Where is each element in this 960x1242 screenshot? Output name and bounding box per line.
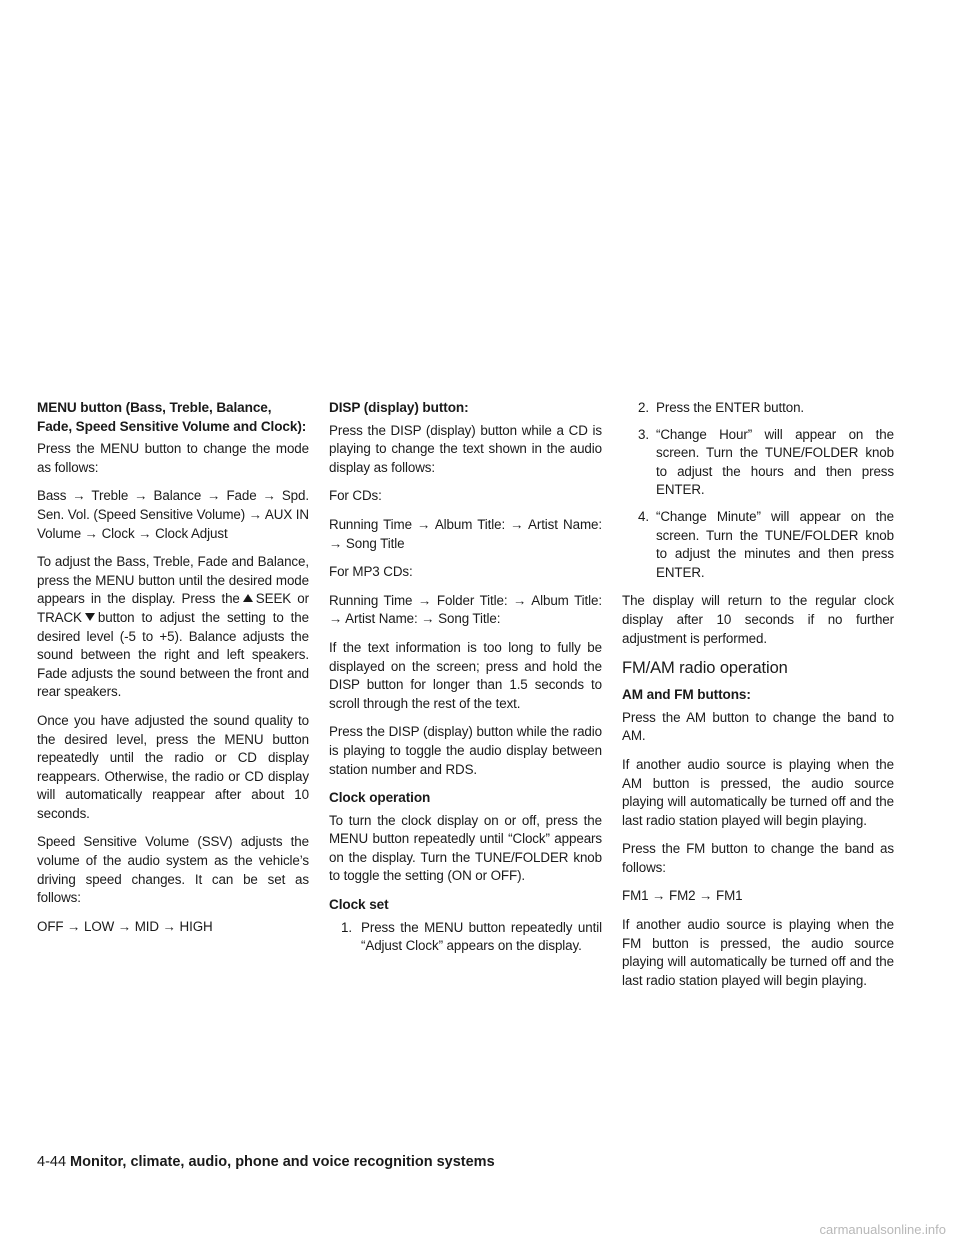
heading-menu-button: MENU button (Bass, Treble, Balance, Fade, Speed Sensitive Volume and Clock): bbox=[37, 400, 307, 434]
heading-clock-operation: Clock operation bbox=[329, 790, 431, 806]
paragraph: Running Time → Folder Title: → Album Title: → Artist Name: → Song Title: bbox=[329, 592, 602, 627]
paragraph-ssv-sequence: OFF → LOW → MID → HIGH bbox=[37, 918, 213, 934]
list-item: 3. “Change Hour” will appear on the screen. Turn the TUNE/FOLDER knob to adjust the hours and then press ENTER. bbox=[638, 426, 894, 498]
list-item: 4. “Change Minute” will appear on the screen. Turn the TUNE/FOLDER knob to adjust the minutes and then press ENTER. bbox=[638, 508, 894, 580]
paragraph: Running Time → Album Title: → Artist Name: → Song Title bbox=[329, 516, 602, 551]
paragraph: If another audio source is playing when the AM button is pressed, the audio source playing will automatically be turned off and the last radio station played will begin playing. bbox=[622, 756, 894, 828]
column-1 bbox=[37, 399, 309, 946]
paragraph-mode-sequence: Bass → Treble → Balance → Fade → Spd. Sen. Vol. (Speed Sensitive Volume) → AUX IN Volume → Clock → Clock Adjust bbox=[37, 488, 309, 541]
page-number: 4-44 bbox=[37, 1154, 67, 1170]
column-3 bbox=[622, 399, 894, 1000]
paragraph: Press the DISP (display) button while the radio is playing to toggle the audio display between station number and RDS. bbox=[329, 724, 602, 777]
paragraph: Press the AM button to change the band to AM. bbox=[622, 709, 894, 744]
paragraph-band-sequence: FM1 → FM2 → FM1 bbox=[622, 888, 743, 904]
paragraph: Speed Sensitive Volume (SSV) adjusts the volume of the audio system as the vehicle’s driving speed changes. It can be set as follows: bbox=[37, 834, 309, 906]
chapter-title: Monitor, climate, audio, phone and voice recognition systems bbox=[70, 1154, 495, 1170]
paragraph: Press the DISP (display) button while a CD is playing to change the text shown in the audio display as follows: bbox=[329, 422, 602, 475]
paragraph: The display will return to the regular clock display after 10 seconds if no further adjustment is performed. bbox=[622, 593, 894, 646]
list-item: 2. Press the ENTER button. bbox=[638, 400, 805, 415]
paragraph: Once you have adjusted the sound quality to the desired level, press the MENU button repeatedly until the radio or CD display reappears. Otherwise, the radio or CD display will automatically reappear after about 10 seconds. bbox=[37, 712, 309, 821]
heading-am-fm-buttons: AM and FM buttons: bbox=[622, 687, 751, 703]
clock-set-steps-cont bbox=[622, 399, 894, 582]
paragraph: To turn the clock display on or off, press the MENU button repeatedly until “Clock” appears on the display. Turn the TUNE/FOLDER knob to toggle the setting (ON or OFF). bbox=[329, 812, 602, 884]
watermark: carmanualsonline.info bbox=[819, 1222, 946, 1237]
paragraph-adjust: To adjust the Bass, Treble, Fade and Balance, press the MENU button until the desired mode appears in the display. Press the SEEK or TRACK button to adjust the setting to the desired level (-5 to +5). Balance adjusts the sound between the right and left speakers. Fade adjusts the sound between the front and rear speakers. bbox=[37, 554, 309, 700]
triangle-up-icon bbox=[243, 594, 253, 602]
triangle-down-icon bbox=[85, 613, 95, 621]
clock-set-steps bbox=[329, 919, 602, 956]
paragraph: Press the FM button to change the band as follows: bbox=[622, 841, 894, 875]
column-2 bbox=[329, 399, 602, 966]
paragraph: If the text information is too long to fully be displayed on the screen; press and hold the DISP button for longer than 1.5 seconds to scroll through the rest of the text. bbox=[329, 639, 602, 711]
page-footer bbox=[37, 1154, 495, 1170]
paragraph: For CDs: bbox=[329, 488, 382, 504]
heading-disp-button: DISP (display) button: bbox=[329, 400, 469, 415]
paragraph: If another audio source is playing when the FM button is pressed, the audio source playing will automatically be turned off and the last radio station played will begin playing. bbox=[622, 917, 894, 988]
list-item: 1. Press the MENU button repeatedly until “Adjust Clock” appears on the display. bbox=[341, 919, 602, 954]
heading-clock-set: Clock set bbox=[329, 897, 389, 913]
paragraph: Press the MENU button to change the mode as follows: bbox=[37, 441, 309, 475]
heading-fm-am-radio: FM/AM radio operation bbox=[622, 659, 788, 678]
paragraph: For MP3 CDs: bbox=[329, 564, 413, 580]
